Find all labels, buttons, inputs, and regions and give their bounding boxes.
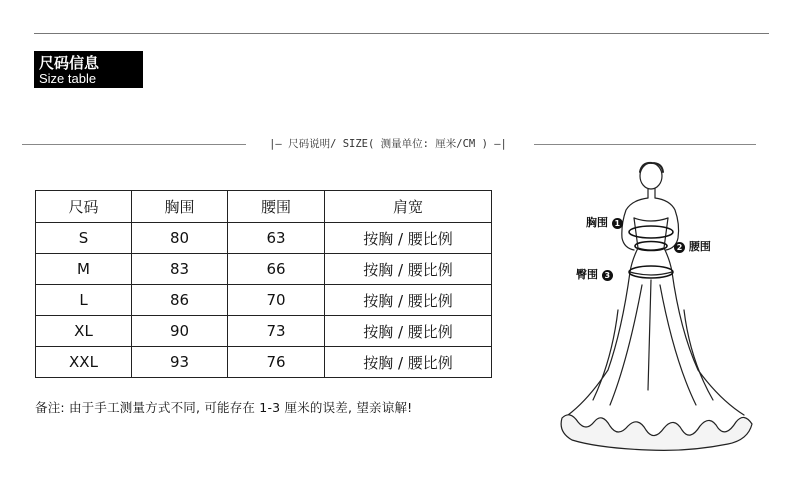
column-header-waist: 腰围: [228, 191, 325, 223]
size-table-header-badge: [34, 51, 143, 88]
column-header-size: 尺码: [36, 191, 132, 223]
bust-cell: 93: [132, 347, 228, 378]
size-cell: L: [36, 285, 132, 316]
top-divider: [34, 33, 769, 34]
column-header-shoulder: 肩宽: [325, 191, 492, 223]
table-row: [36, 285, 492, 316]
table-row: [36, 254, 492, 285]
waist-number-badge: 2: [674, 242, 685, 253]
size-table: [35, 190, 492, 378]
measurement-note: 备注: 由于手工测量方式不同, 可能存在 1-3 厘米的误差, 望亲谅解!: [35, 400, 413, 415]
size-unit-caption: |— 尺码说明/ SIZE( 测量单位: 厘米/CM ) —|: [269, 138, 507, 150]
waist-measure-label: 2 腰围: [674, 238, 711, 254]
bust-cell: 83: [132, 254, 228, 285]
size-cell: M: [36, 254, 132, 285]
bust-cell: 90: [132, 316, 228, 347]
table-row: [36, 316, 492, 347]
wedding-dress-illustration: [548, 160, 768, 460]
shoulder-cell: 按胸 / 腰比例: [325, 254, 492, 285]
table-row: [36, 347, 492, 378]
waist-cell: 76: [228, 347, 325, 378]
column-header-bust: 胸围: [132, 191, 228, 223]
size-cell: XXL: [36, 347, 132, 378]
header-title-en: Size table: [39, 71, 97, 86]
shoulder-cell: 按胸 / 腰比例: [325, 285, 492, 316]
waist-cell: 63: [228, 223, 325, 254]
subtitle-rule-right: [534, 144, 756, 145]
subtitle-rule-left: [22, 144, 246, 145]
shoulder-cell: 按胸 / 腰比例: [325, 223, 492, 254]
bust-measure-label: 胸围 1: [586, 214, 623, 230]
dress-measurement-figure: [548, 160, 768, 460]
header-title-cn: 尺码信息: [39, 54, 100, 72]
bust-cell: 80: [132, 223, 228, 254]
bust-number-badge: 1: [612, 218, 623, 229]
size-cell: XL: [36, 316, 132, 347]
shoulder-cell: 按胸 / 腰比例: [325, 316, 492, 347]
waist-cell: 70: [228, 285, 325, 316]
hip-number-badge: 3: [602, 270, 613, 281]
shoulder-cell: 按胸 / 腰比例: [325, 347, 492, 378]
size-cell: S: [36, 223, 132, 254]
table-row: [36, 223, 492, 254]
waist-cell: 73: [228, 316, 325, 347]
waist-cell: 66: [228, 254, 325, 285]
table-header-row: [36, 191, 492, 223]
hip-measure-label: 臀围 3: [576, 266, 613, 282]
bust-cell: 86: [132, 285, 228, 316]
